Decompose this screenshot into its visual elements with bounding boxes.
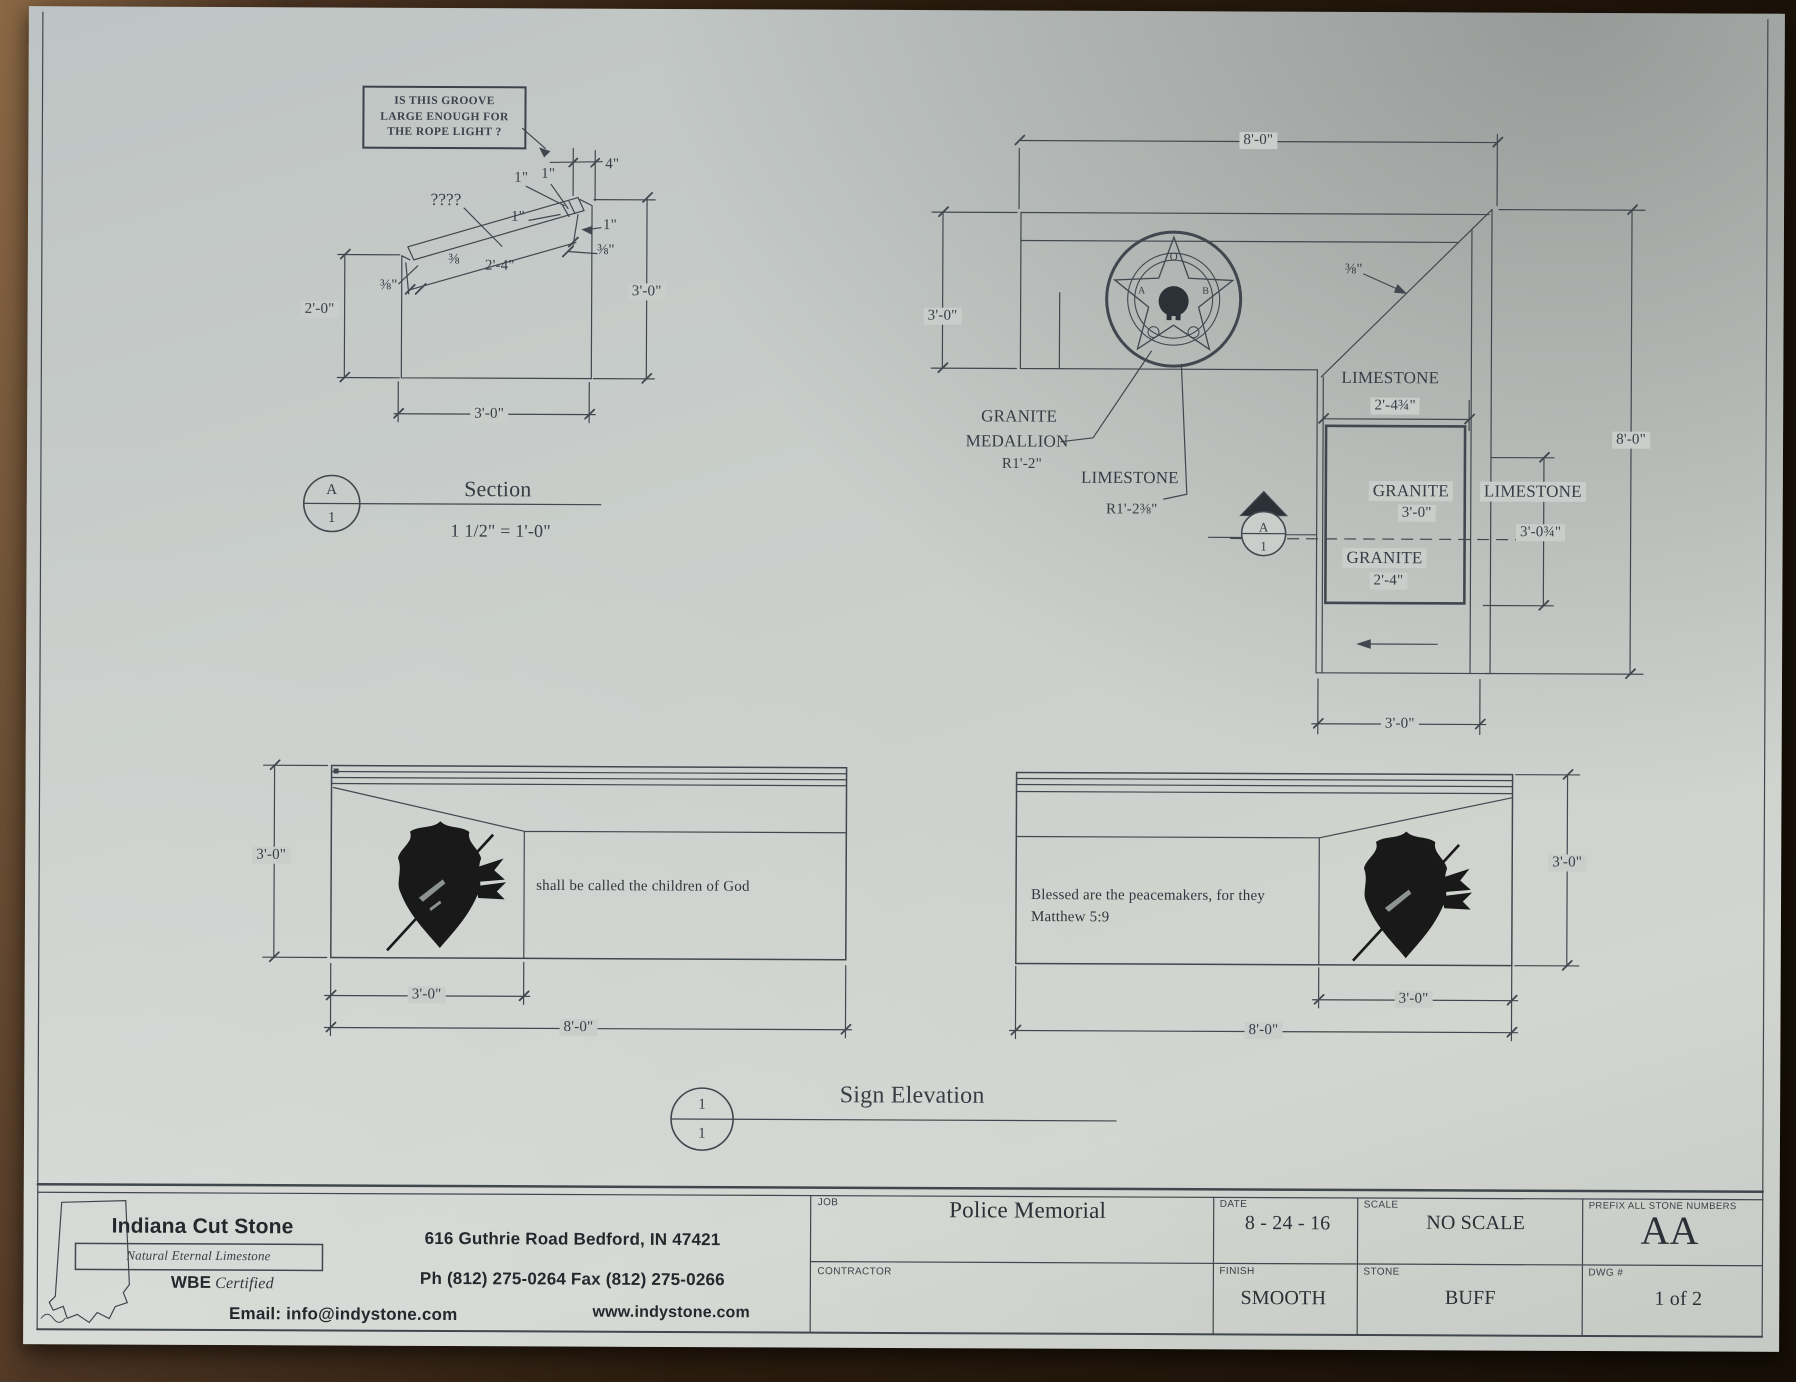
elev-marker-bottom: 1 [698, 1125, 706, 1142]
right-elev-width: 8'-0" [1245, 1022, 1283, 1039]
finish-value: SMOOTH [1240, 1286, 1327, 1310]
medallion-callout-2: MEDALLION [965, 431, 1069, 451]
granite-lower-label: GRANITE [1342, 548, 1426, 568]
dim-38-mid: ⅜ [448, 251, 460, 268]
limestone-right-label: LIMESTONE [1480, 482, 1586, 502]
right-elev-badge-width: 3'-0" [1395, 991, 1433, 1008]
dim-3-0-bottom: 3'-0" [470, 406, 508, 423]
section-scale: 1 1/2" = 1'-0" [450, 520, 551, 541]
dim-2-0: 2'-0" [301, 301, 339, 318]
certified-text: Certified [215, 1275, 274, 1293]
dwg-value: 1 of 2 [1654, 1287, 1703, 1310]
medallion-radius: R1'-2" [1001, 455, 1042, 473]
company-email: Email: info@indystone.com [228, 1304, 458, 1325]
dim-3-0-right: 3'-0" [628, 283, 666, 300]
company-name: Indiana Cut Stone [111, 1214, 294, 1239]
stone-value: BUFF [1444, 1286, 1496, 1310]
seal-letter-b: B [1202, 285, 1210, 297]
section-detail [304, 127, 656, 533]
date-value: 8 - 24 - 16 [1244, 1211, 1331, 1235]
granite-panel-height: 3'-0" [1398, 505, 1436, 522]
scale-value: NO SCALE [1426, 1211, 1526, 1235]
prefix-value: AA [1640, 1207, 1699, 1253]
right-elev-inscription-1: Blessed are the peacemakers, for they [1031, 887, 1266, 905]
plan-dim-right: 8'-0" [1612, 432, 1650, 449]
limestone-radius: R1'-2⅜" [1105, 501, 1158, 518]
plan-dim-joint: ⅜" [1344, 261, 1363, 278]
section-title: Section [464, 476, 532, 502]
prefix-label: PREFIX ALL STONE NUMBERS [1588, 1200, 1737, 1213]
question-marks: ???? [430, 189, 462, 210]
company-phone: Ph (812) 275-0264 Fax (812) 275-0266 [419, 1268, 725, 1290]
police-badge-left [387, 821, 506, 951]
section-marker-number: 1 [327, 509, 336, 527]
note-line-3: THE ROPE LIGHT ? [387, 125, 502, 139]
right-elev-inscription-2: Matthew 5:9 [1030, 909, 1110, 926]
dim-1c: 1" [510, 208, 526, 225]
note-line-1: IS THIS GROOVE [394, 94, 495, 108]
dim-2-4: 2'-4" [484, 257, 515, 274]
left-elevation [262, 760, 852, 1038]
left-elev-width: 8'-0" [560, 1019, 598, 1036]
sheet-content [23, 6, 1785, 1352]
plan-marker-number: 1 [1260, 538, 1267, 554]
drawing-sheet [23, 6, 1785, 1352]
left-elev-height: 3'-0" [252, 847, 290, 864]
dim-1a: 1" [514, 169, 529, 186]
granite-lower-width: 2'-4" [1369, 573, 1407, 590]
plan-dim-left: 3'-0" [924, 308, 962, 325]
company-tagline: Natural Eternal Limestone [126, 1247, 271, 1264]
contractor-label: CONTRACTOR [817, 1266, 892, 1278]
drawing-linework [23, 6, 1785, 1352]
seal-letter-o: O [1169, 251, 1178, 264]
limestone-top-label: LIMESTONE [1341, 367, 1440, 388]
right-elev-height: 3'-0" [1548, 854, 1586, 871]
plan-marker-letter: A [1258, 519, 1269, 535]
dim-1b: 1" [541, 165, 556, 182]
plan-dim-top: 8'-0" [1239, 132, 1277, 149]
plan-dim-panel-w: 2'-4¾" [1371, 398, 1420, 415]
scale-label: SCALE [1363, 1199, 1399, 1211]
medallion-callout-1: GRANITE [981, 406, 1058, 426]
left-elev-inscription: shall be called the children of God [536, 877, 750, 895]
company-address: 616 Guthrie Road Bedford, IN 47421 [424, 1228, 721, 1250]
date-label: DATE [1219, 1198, 1248, 1211]
dim-4in: 4" [605, 156, 620, 173]
granite-panel-label: GRANITE [1369, 481, 1453, 501]
dim-1d: 1" [602, 217, 618, 234]
sheet-border [37, 12, 1768, 1337]
wbe-text: WBE [170, 1272, 212, 1292]
finish-label: FINISH [1219, 1265, 1255, 1278]
company-wbe [171, 1273, 274, 1293]
job-label: JOB [817, 1197, 839, 1209]
job-value: Police Memorial [949, 1197, 1107, 1223]
elevation-title: Sign Elevation [839, 1082, 985, 1109]
police-badge-right [1353, 831, 1472, 961]
company-web: www.indystone.com [592, 1303, 751, 1322]
dwg-label: DWG # [1588, 1267, 1624, 1279]
plan-dim-strip: 3'-0¾" [1516, 524, 1565, 541]
note-line-2: LARGE ENOUGH FOR [380, 110, 509, 124]
rope-light-note [362, 86, 526, 150]
limestone-callout: LIMESTONE [1080, 467, 1179, 488]
dim-38-left: ⅜" [379, 277, 398, 294]
dim-38-right: ⅜" [596, 242, 615, 259]
section-marker-letter: A [326, 481, 338, 499]
left-elev-badge-width: 3'-0" [408, 986, 446, 1003]
seal-letter-a: A [1137, 285, 1146, 297]
elev-marker-top: 1 [698, 1096, 707, 1113]
stone-label: STONE [1363, 1266, 1400, 1278]
plan-dim-bottom: 3'-0" [1381, 716, 1419, 733]
